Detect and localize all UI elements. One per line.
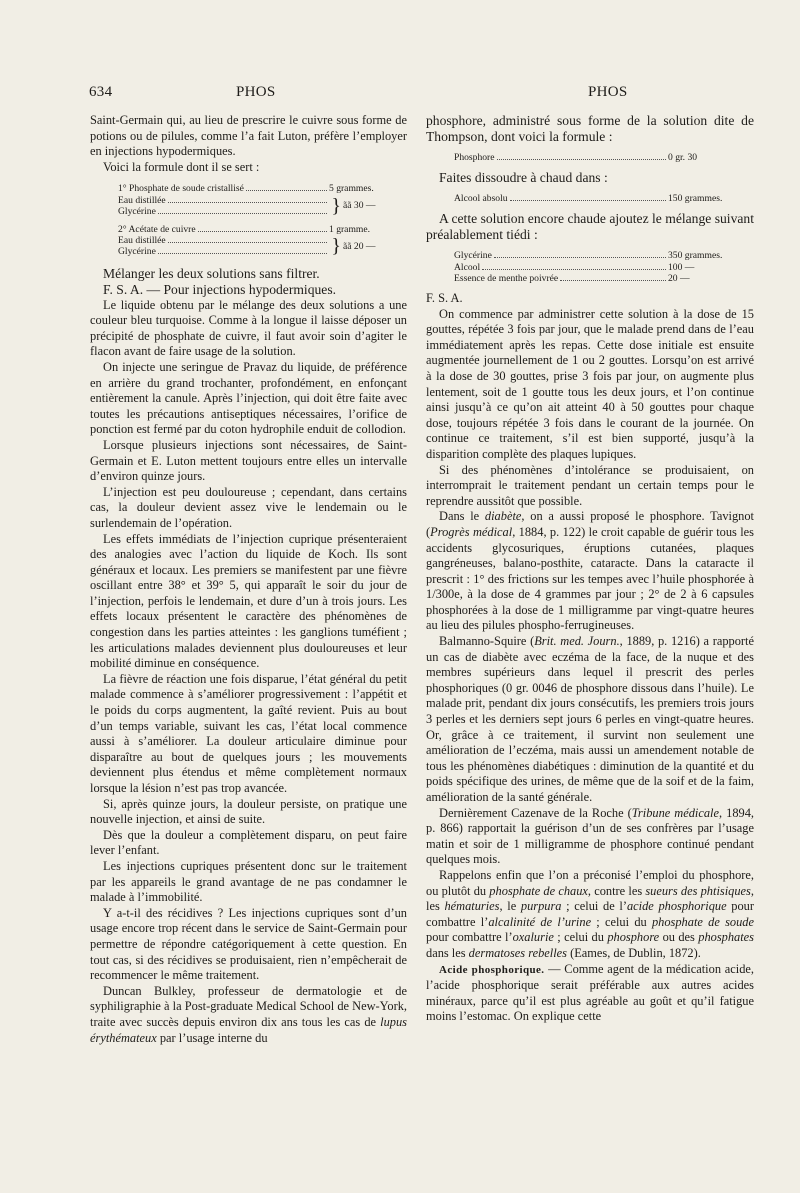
formula-alcohol [454,193,754,204]
paragraph: A cette solution encore chaude ajoutez le mélange suivant préalablement tiédi : [426,211,754,243]
left-column [90,113,407,1046]
ingredient-qty: ãã 20 — [343,240,376,252]
ingredient-qty: 350 grammes. [668,250,723,262]
ingredient-name: Phosphore [454,152,495,163]
paragraph: F. S. A. — Pour injections hypodermiques. [103,281,337,297]
right-column [426,113,754,1025]
dot-leader [158,253,328,254]
dot-leader [482,269,666,270]
italic-citation: Brit. med. Journ. [534,634,620,649]
paragraph: F. S. A. [426,291,463,306]
formula-mixture [454,250,754,284]
formula-group [118,195,407,217]
paragraph: Le liquide obtenu par le mélange des deux solutions a une couleur bleu turquoise. Comme à la longue il laisse déposer un précipité de phosphate de cuivre, il faut avoir soin d’agiter le flacon avant de faire usage de la solution. [90,297,407,359]
ingredient-name: Glycérine [118,205,156,217]
paragraph: Acide phosphorique. — Comme agent de la médication acide, l’acide phosphorique serait préférable aux autres acides minéraux, parce qu’il est plus agréable au goût et qu’il fatigue moins l’estomac. On explique cette [426,961,754,1024]
formula-phosphorus [454,152,754,163]
paragraph: Dernièrement Cazenave de la Roche (Tribune médicale, 1894, p. 866) rapportait la guérison d’un de ses confrères par l’usage matin et soir de 1 milligramme de phosphore continué pendant quelques mois. [426,805,754,867]
ingredient-qty: 5 grammes. [329,183,374,195]
formula-group [118,235,407,257]
ingredient-name: Eau distillée [118,235,166,247]
dot-leader [168,242,328,243]
ingredient-qty: 20 — [668,272,690,284]
paragraph: On injecte une seringue de Pravaz du liquide, de préférence en arrière du grand trochanter, profondément, en enfonçant entièrement la canule. Après l’injection, qui doit être faite avec toutes les précautions antiseptiques nécessaires, l’orifice de ponction est fermé par du coton hydrophile enduit de collodion. [90,359,407,437]
paragraph: Si, après quinze jours, la douleur persiste, on pratique une nouvelle injection, et ainsi de suite. [90,796,407,827]
ingredient-name: 2° Acétate de cuivre [118,223,196,235]
ingredient-name: Glycérine [454,250,492,262]
paragraph: La fièvre de réaction une fois disparue, l’état général du petit malade commence à s’améliorer progressivement : l’appétit et le poids du corps augmentent, la gaîté revient. Puis au bout d’un temps variable, suivant les cas, l’état local commence aussi à s’améliorer. La douleur articulaire diminue pour disparaître au bout de quelques jours ; les mouvements deviennent plus étendus et même complètement normaux lorsque la lésion n’est pas trop avancée. [90,671,407,795]
paragraph: Les injections cupriques présentent donc sur le traitement par les appareils le grand avantage de ne pas condamner le malade à l’immobilité. [90,858,407,905]
paragraph: Lorsque plusieurs injections sont nécessaires, de Saint-Germain et E. Luton mettent toujours entre elles un intervalle d’environ quinze jours. [90,437,407,484]
formula-copper-injection [118,183,407,257]
page-number: 634 [89,84,113,100]
ingredient-qty: ãã 30 — [343,200,376,212]
brace: } [331,194,341,217]
paragraph: On commence par administrer cette solution à la dose de 15 gouttes, répétée 3 fois par jour, que le malade prend dans de l’eau immédiatement après les repas. Cette dose initiale est ensuite augmentée journellement de 1 ou 2 gouttes. Lorsqu’on est arrivé à la dose de 30 gouttes, prise 3 fois par jour, on augmente plus lentement, soit de 1 goutte tous les deux jours, et l’on continue ainsi jusqu’à ce qu’on ait atteint 40 à 50 gouttes pour chaque dose, toujours répétée 3 fois dans le courant de la journée. On continue ce traitement, s’il est bien supporté, jusqu’à la disparition complète des plaques lupiques. [426,306,754,461]
ingredient-qty: 100 — [668,261,695,273]
ingredient-name: Alcool [454,261,481,273]
dot-leader [510,200,666,201]
ingredient-qty: 150 grammes. [668,193,723,205]
ingredient-qty: 1 gramme. [329,223,371,235]
paragraph: L’injection est peu douloureuse ; cependant, dans certains cas, la douleur devient assez vive le lendemain ou le surlendemain de l’opération. [90,484,407,530]
paragraph: Les effets immédiats de l’injection cuprique présenteraient des analogies avec l’action du liquide de Koch. Ils sont généraux et locaux. Les premiers se manifestent par une fièvre oscillant entre 38° et 39° 5, qui apparaît le soir du jour de l’injection, perfois le lendemain, et dure d’un à trois jours. Les effets locaux présentent le caractère des phénomènes de congestion dans les parties atteintes : les ganglions tuméfient ; les articulations malades deviennent plus douloureuses et leur mobilité diminue en conséquence. [90,531,407,671]
paragraph: Rappelons enfin que l’on a préconisé l’emploi du phosphore, ou plutôt du phosphate de chaux, contre les sueurs des phtisiques, les hématuries, le purpura ; celui de l’acide phosphorique pour combattre l’alcalinité de l’urine ; celui du phosphate de soude pour combattre l’oxalurie ; celui du phosphore ou des phosphates dans les dermatoses rebelles (Eames, de Dublin, 1872). [426,867,755,960]
running-head-left: PHOS [236,84,276,100]
paragraph: Saint-Germain qui, au lieu de prescrire le cuivre sous forme de potions ou de pilules, comme l’a fait Luton, préfère l’employer en injections hypodermiques. [90,113,407,159]
formula-line [118,183,407,194]
paragraph: Dans le diabète, on a aussi proposé le phosphore. Tavignot (Progrès médical, 1884, p. 122) le croit capable de guérir tous les accidents glycosuriques, éruptions cutanées, plaques gangréneuses, balano-posthite, cataracte. Dans la cataracte il prescrit : 1° des frictions sur les tempes avec l’huile phosphorée à 1/300e, à la dose de 4 grammes par jour ; 2° de 2 à 6 capsules phosphorées à la dose de 1 milligramme par vingt-quatre heures au lieu des pilules phospho-ferrugineuses. [426,509,754,633]
paragraph: Faites dissoudre à chaud dans : [439,170,608,186]
ingredient-name: Alcool absolu [454,193,508,205]
dot-leader [494,257,666,258]
brace: } [331,235,341,258]
ingredient-name: Glycérine [118,246,156,258]
ingredient-name: Essence de menthe poivrée [454,272,559,284]
italic-citation: Tribune médicale [631,805,720,820]
dot-leader [168,202,328,203]
italic-term: diabète [484,509,522,524]
dot-leader [198,231,327,232]
paragraph: Duncan Bulkley, professeur de dermatologie et de syphiligraphie à la Post-graduate Medical School de New-York, traite avec succès depuis environ dix ans tous les cas de lupus érythémateux par l’usage interne du [90,983,407,1045]
formula-line [118,224,407,235]
running-head-right: PHOS [588,84,628,100]
paragraph: Dès que la douleur a complètement disparu, on peut faire lever l’enfant. [90,827,407,858]
ingredient-qty: 0 gr. 30 [668,152,698,163]
paragraph: Mélanger les deux solutions sans filtrer. [103,265,320,281]
ingredient-name: 1° Phosphate de soude cristallisé [118,183,244,195]
italic-term: lupus érythémateux [90,1014,407,1045]
dot-leader [560,280,666,281]
paragraph: Balmanno-Squire (Brit. med. Journ., 1889, p. 1216) a rapporté un cas de diabète avec eczéma de la face, de la nuque et des membres supérieurs dans lequel il prescrit des perles phosphoriques (0 gr. 0046 de phosphore dissous dans l’huile). Le malade prit, pendant dix jours consécutifs, les premiers trois jours 3 perles et les derniers sept jours 6 perles en vingt-quatre heures. Or, grâce à ce traitement, il survint non seulement une amélioration de l’eczéma, mais aussi un amendement notable de tous les phénomènes diabétiques : diminution de la quantité et du poids spécifique des urines, de même que de la soif et de la faim, amélioration de la santé générale. [426,634,754,805]
italic-citation: Progrès médical [430,524,513,539]
paragraph: Si des phénomènes d’intolérance se produisaient, on interromprait le traitement pendant un certain temps pour le reprendre aussitôt que possible. [426,462,754,508]
paragraph: Voici la formule dont il se sert : [103,159,260,174]
dot-leader [497,159,666,160]
section-heading: Acide phosphorique. [439,963,545,976]
dot-leader [246,190,327,191]
dot-leader [158,213,328,214]
ingredient-name: Eau distillée [118,194,166,206]
paragraph: phosphore, administré sous forme de la solution dite de Thompson, dont voici la formule : [426,113,754,144]
paragraph: Y a-t-il des récidives ? Les injections cupriques sont d’un usage encore trop récent dans le service de Saint-Germain pour permettre de répondre catégoriquement à cette question. En tout cas, si des récidives se produisaient, rien n’empêcherait de recommencer le même traitement. [90,905,407,983]
